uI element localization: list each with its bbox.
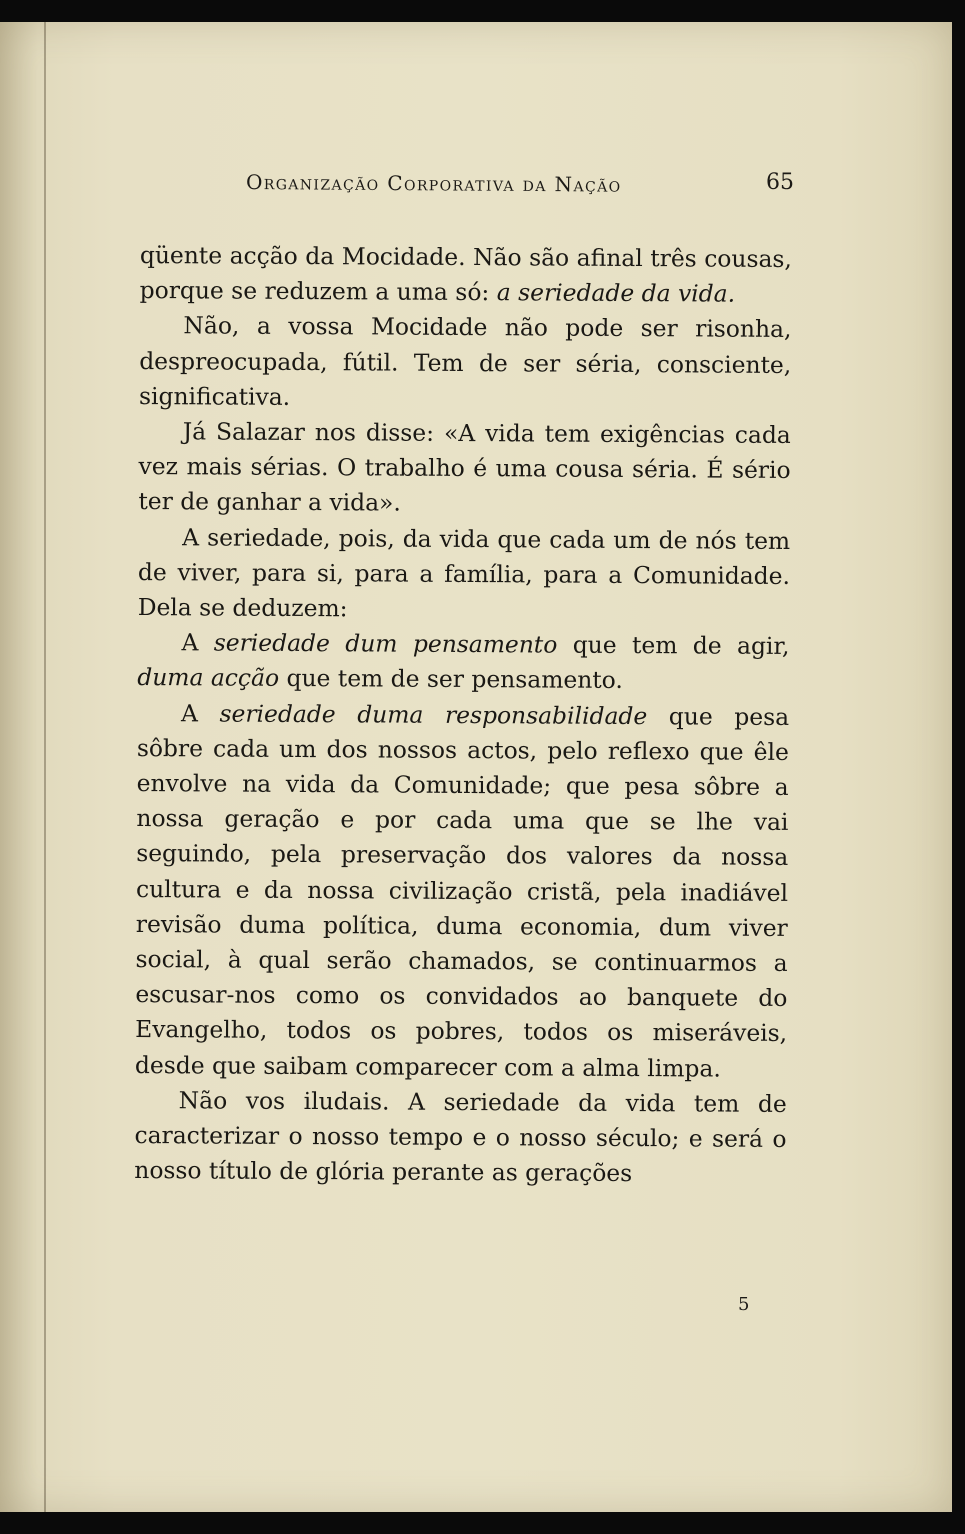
italic-text: seriedade dum pensamento <box>213 628 558 659</box>
text-segment: Já Salazar nos disse: «A vida tem exigências cada vez mais sérias. O trabalho é uma cousa séria. É sério ter de ganhar a vida». <box>138 417 791 518</box>
text-segment: A <box>181 698 220 728</box>
text-segment: Não, a vossa Mocidade não pode ser risonha, despreocupada, fútil. Tem de ser séria, consciente, significativa. <box>138 311 792 411</box>
running-title: Organização Corporativa da Nação <box>245 170 622 197</box>
paragraph <box>134 1083 787 1193</box>
text-segment: que tem de agir, <box>557 630 790 661</box>
page-number: 65 <box>766 170 794 195</box>
paragraph <box>139 308 792 418</box>
running-head <box>246 170 794 204</box>
italic-text: a seriedade da vida. <box>496 278 736 308</box>
text-segment: qüente acção da Mocidade. Não são afinal três cousas, porque se reduzem a uma só: <box>139 240 792 307</box>
paragraph <box>135 696 789 1087</box>
italic-text: duma acção <box>137 663 280 693</box>
text-segment: Não vos iludais. A seriedade da vida tem de caracterizar o nosso tempo e o nosso século; e será o nosso título de glória perante as gerações <box>134 1086 787 1188</box>
text-segment: que tem de ser pensamento. <box>279 664 623 695</box>
body-text <box>134 238 792 1192</box>
paragraph <box>140 238 792 312</box>
text-segment: A seriedade, pois, da vida que cada um de nós tem de viver, para si, para a família, para a Comunidade. Dela se deduzem: <box>137 522 791 623</box>
text-segment: que pesa sôbre cada um dos nossos actos, pelo reflexo que êle envolve na vida da Comunidade; que pesa sôbre a nossa geração e por cada uma que se lhe vai seguindo, pela preservação dos valores da nossa cultura e da nossa civilização cristã, pela inadiável revisão duma política, duma economia, dum viver social, à qual serão chamados, se continuarmos a escusar-nos como os convidados ao banquete do Evangelho, todos os pobres, todos os miseráveis, desde que saibam comparecer com a alma limpa. <box>134 701 790 1083</box>
signature-mark: 5 <box>738 1294 750 1315</box>
text-segment: A <box>181 628 214 657</box>
italic-text: seriedade duma responsabilidade <box>219 699 648 730</box>
paragraph <box>138 520 791 630</box>
paragraph <box>137 625 789 699</box>
paragraph <box>138 414 791 524</box>
spine-shadow <box>44 22 46 1512</box>
